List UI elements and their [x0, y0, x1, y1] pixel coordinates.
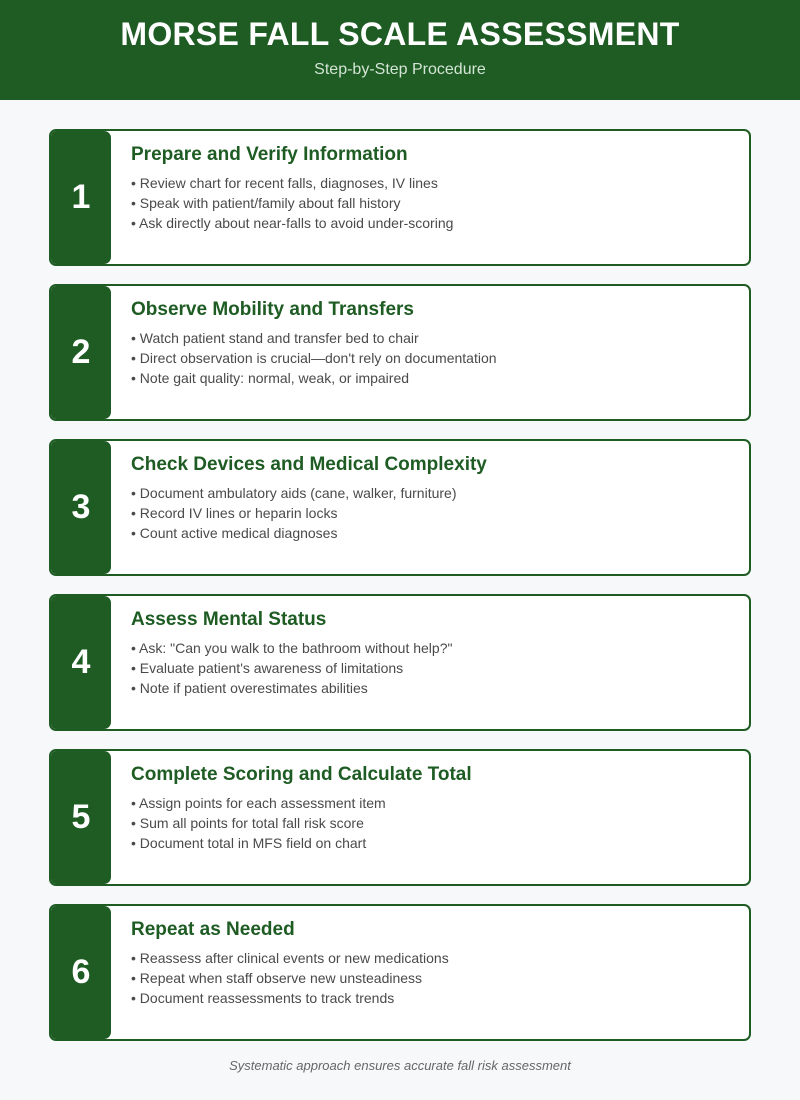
- step-bullet: • Speak with patient/family about fall history: [131, 195, 401, 211]
- step-title: Repeat as Needed: [131, 919, 295, 940]
- step-card-5: [49, 749, 751, 886]
- step-card-1: [49, 129, 751, 266]
- step-body: [131, 608, 733, 698]
- step-bullet: • Review chart for recent falls, diagnoses, IV lines: [131, 175, 438, 191]
- step-title: Check Devices and Medical Complexity: [131, 454, 487, 475]
- step-bullet: • Document ambulatory aids (cane, walker, furniture): [131, 485, 457, 501]
- step-card-4: [49, 594, 751, 731]
- step-bullet-list: [131, 638, 733, 698]
- step-body: [131, 763, 733, 853]
- step-number: 5: [51, 751, 111, 884]
- step-bullet-list: [131, 793, 733, 853]
- step-bullet: • Count active medical diagnoses: [131, 525, 338, 541]
- step-bullet: • Ask: "Can you walk to the bathroom without help?": [131, 640, 453, 656]
- footer-note: Systematic approach ensures accurate fall risk assessment: [229, 1058, 571, 1073]
- step-bullet-list: [131, 173, 733, 233]
- step-number: 3: [51, 441, 111, 574]
- step-bullet: • Ask directly about near-falls to avoid under-scoring: [131, 215, 454, 231]
- page-title: MORSE FALL SCALE ASSESSMENT: [120, 16, 680, 52]
- step-bullet-list: [131, 328, 733, 388]
- step-bullet: • Document reassessments to track trends: [131, 990, 395, 1006]
- step-number: 2: [51, 286, 111, 419]
- step-bullet: • Repeat when staff observe new unsteadiness: [131, 970, 423, 986]
- step-title: Assess Mental Status: [131, 609, 327, 630]
- step-title: Complete Scoring and Calculate Total: [131, 764, 472, 785]
- step-bullet: • Note if patient overestimates abilities: [131, 680, 368, 696]
- step-body: [131, 298, 733, 388]
- page-header: [0, 0, 800, 100]
- step-bullet: • Reassess after clinical events or new medications: [131, 950, 449, 966]
- step-body: [131, 918, 733, 1008]
- step-body: [131, 143, 733, 233]
- step-number: 4: [51, 596, 111, 729]
- step-card-2: [49, 284, 751, 421]
- step-bullet: • Sum all points for total fall risk score: [131, 815, 364, 831]
- step-card-6: [49, 904, 751, 1041]
- step-title: Prepare and Verify Information: [131, 144, 408, 165]
- step-bullet: • Watch patient stand and transfer bed to chair: [131, 330, 419, 346]
- page-subtitle: Step-by-Step Procedure: [314, 61, 486, 78]
- step-card-3: [49, 439, 751, 576]
- steps-list: [49, 129, 751, 1059]
- step-bullet: • Note gait quality: normal, weak, or impaired: [131, 370, 410, 386]
- step-bullet: • Record IV lines or heparin locks: [131, 505, 338, 521]
- step-number: 6: [51, 906, 111, 1039]
- step-bullet: • Evaluate patient's awareness of limitations: [131, 660, 404, 676]
- step-title: Observe Mobility and Transfers: [131, 299, 414, 320]
- step-bullet: • Assign points for each assessment item: [131, 795, 386, 811]
- step-number: 1: [51, 131, 111, 264]
- step-bullet: • Document total in MFS field on chart: [131, 835, 367, 851]
- step-bullet-list: [131, 948, 733, 1008]
- step-bullet-list: [131, 483, 733, 543]
- step-bullet: • Direct observation is crucial—don't rely on documentation: [131, 350, 497, 366]
- step-body: [131, 453, 733, 543]
